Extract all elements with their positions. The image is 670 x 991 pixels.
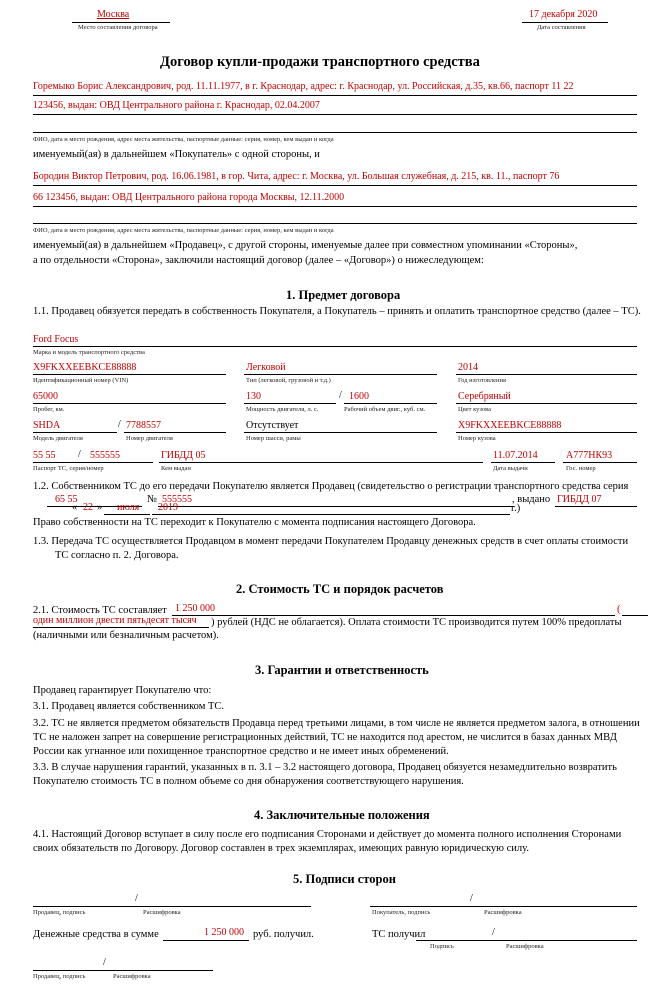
buyer-line-1: Горемыко Борис Александрович, род. 11.11.1977, в г. Краснодар, адрес: г. Краснодар, ул. Российская, д.35, кв.66, паспорт 11 22	[33, 81, 574, 92]
chassis-value: Отсутствует	[246, 420, 299, 431]
plate-line	[563, 462, 637, 463]
vehicle-received-line	[416, 940, 637, 941]
engine-model-caption: Модель двигателя	[33, 435, 83, 442]
chassis-caption: Номер шасси, рамы	[246, 435, 301, 442]
cert-month-value: июля	[117, 502, 140, 513]
clause-2-1-rest: ) рублей (НДС не облагается). Оплата стоимости ТС производится путем 100% предоплаты	[211, 617, 622, 628]
cert-year-line	[152, 514, 510, 515]
money-amount-line	[163, 940, 249, 941]
buyer-signature-caption: Покупатель, подпись	[372, 909, 431, 916]
mileage-line	[33, 403, 226, 404]
section-5-heading: 5. Подписи сторон	[293, 872, 396, 886]
place-line	[72, 22, 170, 23]
cert-day-open: «	[72, 502, 78, 513]
engine-power-caption: Мощность двигателя, л. с.	[246, 406, 319, 413]
guarantee-intro: Продавец гарантирует Покупателю что:	[33, 685, 212, 696]
seller-role-text-2: а по отдельности «Сторона», заключили настоящий договор (далее – «Договор») о нижеследующем:	[33, 255, 484, 266]
engine-volume-line	[344, 403, 437, 404]
clause-2-1-prefix: 2.1. Стоимость ТС составляет	[33, 605, 167, 616]
clause-2-1-line-3: (наличными или безналичным расчетом).	[33, 630, 219, 641]
clause-3-3-line-1: 3.3. В случае нарушения гарантий, указанных в п. 3.1 – 3.2 настоящего договора, Продавец обязуется незамедлительно возвратить	[33, 762, 617, 773]
chassis-line	[244, 432, 437, 433]
date-value: 17 декабря 2020	[529, 9, 598, 20]
money-received-label: Денежные средства в сумме	[33, 929, 159, 940]
price-words-value: один миллион двести пятьдесят тысяч	[33, 615, 197, 626]
seller-money-decode-caption: Расшифровка	[113, 973, 151, 980]
price-value: 1 250 000	[175, 603, 215, 614]
cert-month-line	[104, 514, 150, 515]
cert-series-value: 65 55	[55, 494, 78, 505]
body-color-caption: Цвет кузова	[458, 406, 492, 413]
section-4-heading: 4. Заключительные положения	[254, 808, 430, 822]
seller-signature-caption: Продавец, подпись	[33, 909, 86, 916]
place-caption: Место составления договора	[78, 24, 158, 31]
mileage-value: 65000	[33, 391, 58, 402]
price-open-paren: (	[617, 604, 621, 615]
issued-date-caption: Дата выдачи	[493, 465, 528, 472]
seller-money-signature-slash: /	[103, 957, 106, 968]
vehicle-received-sign-caption: Подпись	[430, 943, 454, 950]
clause-3-3-line-2: Покупателю стоимость ТС в полном объеме со дня обнаружения соответствующего нарушения.	[33, 776, 464, 787]
clause-1-2: 1.2. Собственником ТС до его передачи Покупателю является Продавец (свидетельство о регистрации транспортного средства серия	[33, 481, 629, 492]
price-words-line-1	[622, 615, 648, 616]
clause-1-3-line-2: ТС согласно п. 2. Договора.	[55, 550, 179, 561]
cert-issued-label: , выдано	[512, 494, 551, 505]
vin-caption: Идентификационный номер (VIN)	[33, 377, 129, 384]
body-number-caption: Номер кузова	[458, 435, 496, 442]
engine-power-value: 130	[246, 391, 261, 402]
price-words-line-2	[33, 627, 209, 628]
issued-date-line	[491, 462, 555, 463]
engine-volume-value: 1600	[349, 391, 369, 402]
year-caption: Год изготовления	[458, 377, 506, 384]
vehicle-type-value: Легковой	[246, 362, 286, 373]
engine-power-line	[244, 403, 336, 404]
engine-volume-caption: Рабочий объем двиг., куб. см.	[344, 406, 426, 413]
buyer-underline-3	[33, 132, 637, 133]
ownership-transfer-text: Право собственности на ТС переходит к Покупателю с момента подписания настоящего Договора.	[33, 517, 476, 528]
buyer-decode-caption: Расшифровка	[484, 909, 522, 916]
pts-series-value: 55 55	[33, 450, 56, 461]
clause-4-1-line-1: 4.1. Настоящий Договор вступает в силу после его подписания Сторонами и действует до момента полного исполнения Сторонами	[33, 829, 622, 840]
engine-number-caption: Номер двигателя	[126, 435, 173, 442]
pts-slash: /	[78, 449, 81, 460]
clause-3-2-line-2: ТС не наложен запрет на совершение регистрационных действий, ТС не находится под арестом, не числится в базах данных МВД	[33, 732, 617, 743]
seller-caption: ФИО, дата и место рождения, адрес места жительства, паспортные данные: серия, номер, кем выдан и когда	[33, 227, 334, 234]
vehicle-received-label: ТС получил	[372, 929, 426, 940]
seller-underline-2	[33, 206, 637, 207]
buyer-underline-2	[33, 114, 637, 115]
buyer-role-text: именуемый(ая) в дальнейшем «Покупатель» с одной стороны, и	[33, 149, 320, 160]
power-volume-slash: /	[339, 390, 342, 401]
cert-issued-by-line	[555, 506, 637, 507]
year-value: 2014	[458, 362, 478, 373]
buyer-caption: ФИО, дата и место рождения, адрес места жительства, паспортные данные: серия, номер, кем выдан и когда	[33, 136, 334, 143]
seller-line-1: Бородин Виктор Петрович, род. 16.06.1981, в гор. Чита, адрес: г. Москва, ул. Большая служебная, д. 215, кв. 11., паспорт 76	[33, 171, 560, 182]
vehicle-received-decode-caption: Расшифровка	[506, 943, 544, 950]
seller-line-2: 66 123456, выдан: ОВД Центрального района города Москвы, 12.11.2000	[33, 192, 345, 203]
buyer-underline-1	[33, 95, 637, 96]
cert-number-label: №	[147, 494, 158, 505]
engine-number-value: 7788557	[126, 420, 161, 431]
cert-year-value: 2019	[158, 502, 178, 513]
engine-model-line	[33, 432, 117, 433]
vin-value: X9FKXXEEBKCE88888	[33, 362, 137, 373]
clause-1-1: 1.1. Продавец обязуется передать в собственность Покупателя, а Покупатель – принять и оплатить транспортное средство (далее – ТС).	[33, 306, 641, 317]
pts-number-value: 555555	[90, 450, 120, 461]
issued-by-caption: Кем выдан	[161, 465, 191, 472]
seller-signature-line	[33, 906, 311, 907]
vin-line	[33, 374, 226, 375]
plate-value: А777НК93	[566, 450, 613, 461]
cert-day-close: »	[97, 502, 103, 513]
cert-year-suffix: г.)	[511, 503, 521, 514]
plate-caption: Гос. номер	[566, 465, 596, 472]
clause-3-2-line-3: России как угнанное или похищенное транспортное средство и не имеет иных обременений.	[33, 746, 449, 757]
buyer-signature-line	[370, 906, 637, 907]
engine-model-value: SHDA	[33, 420, 61, 431]
seller-role-text-1: именуемый(ая) в дальнейшем «Продавец», с другой стороны, именуемые далее при совместном упоминании «Стороны»,	[33, 240, 578, 251]
cert-number-value: 555555	[162, 494, 192, 505]
clause-3-1: 3.1. Продавец является собственником ТС.	[33, 701, 225, 712]
body-number-value: X9FKXXEEBKCE88888	[458, 420, 562, 431]
vehicle-type-caption: Тип (легковой, грузовой и т.д.)	[246, 377, 331, 384]
money-received-suffix: руб. получил.	[253, 929, 314, 940]
cert-day-value: 22	[83, 502, 93, 513]
pts-line	[33, 462, 153, 463]
section-3-heading: 3. Гарантии и ответственность	[255, 663, 429, 677]
mileage-caption: Пробег, км.	[33, 406, 65, 413]
engine-number-line	[124, 432, 226, 433]
vehicle-model-caption: Марка и модель транспортного средства	[33, 349, 145, 356]
place-value: Москва	[97, 9, 130, 20]
section-2-heading: 2. Стоимость ТС и порядок расчетов	[236, 582, 444, 596]
money-amount-value: 1 250 000	[204, 927, 244, 938]
year-line	[456, 374, 637, 375]
clause-3-2-line-1: 3.2. ТС не является предметом обязательств Продавца перед третьими лицами, в том числе не является предметом залога, в отношении	[33, 718, 640, 729]
body-color-value: Серебряный	[458, 391, 511, 402]
engine-slash: /	[118, 419, 121, 430]
vehicle-model-value: Ford Focus	[33, 334, 79, 345]
vehicle-type-line	[244, 374, 437, 375]
seller-underline-3	[33, 223, 637, 224]
issued-date-value: 11.07.2014	[493, 450, 538, 461]
cert-issued-by-value: ГИБДД 07	[557, 494, 602, 505]
issued-by-value: ГИБДД 05	[161, 450, 206, 461]
seller-money-signature-line	[33, 970, 213, 971]
clause-4-1-line-2: своих обязательств по Договору. Договор составлен в трех экземплярах, имеющих равную юридическую силу.	[33, 843, 529, 854]
document-title: Договор купли-продажи транспортного средства	[160, 54, 480, 70]
date-caption: Дата составления	[537, 24, 586, 31]
issued-by-line	[159, 462, 483, 463]
section-1-heading: 1. Предмет договора	[286, 288, 401, 302]
body-color-line	[456, 403, 637, 404]
body-number-line	[456, 432, 637, 433]
cert-number-line	[158, 506, 514, 507]
seller-signature-slash: /	[135, 893, 138, 904]
vehicle-received-slash: /	[492, 927, 495, 938]
vehicle-model-line	[33, 346, 637, 347]
seller-decode-caption: Расшифровка	[143, 909, 181, 916]
price-line	[172, 615, 615, 616]
buyer-line-2: 123456, выдан: ОВД Центрального района г. Краснодар, 02.04.2007	[33, 100, 320, 111]
buyer-signature-slash: /	[470, 893, 473, 904]
seller-underline-1	[33, 185, 637, 186]
pts-caption: Паспорт ТС, серия/номер	[33, 465, 104, 472]
seller-money-signature-caption: Продавец, подпись	[33, 973, 86, 980]
clause-1-3-line-1: 1.3. Передача ТС осуществляется Продавцом в момент передачи Покупателем Продавцу денежных средств в счет оплаты стоимости	[33, 536, 629, 547]
date-line	[522, 22, 608, 23]
